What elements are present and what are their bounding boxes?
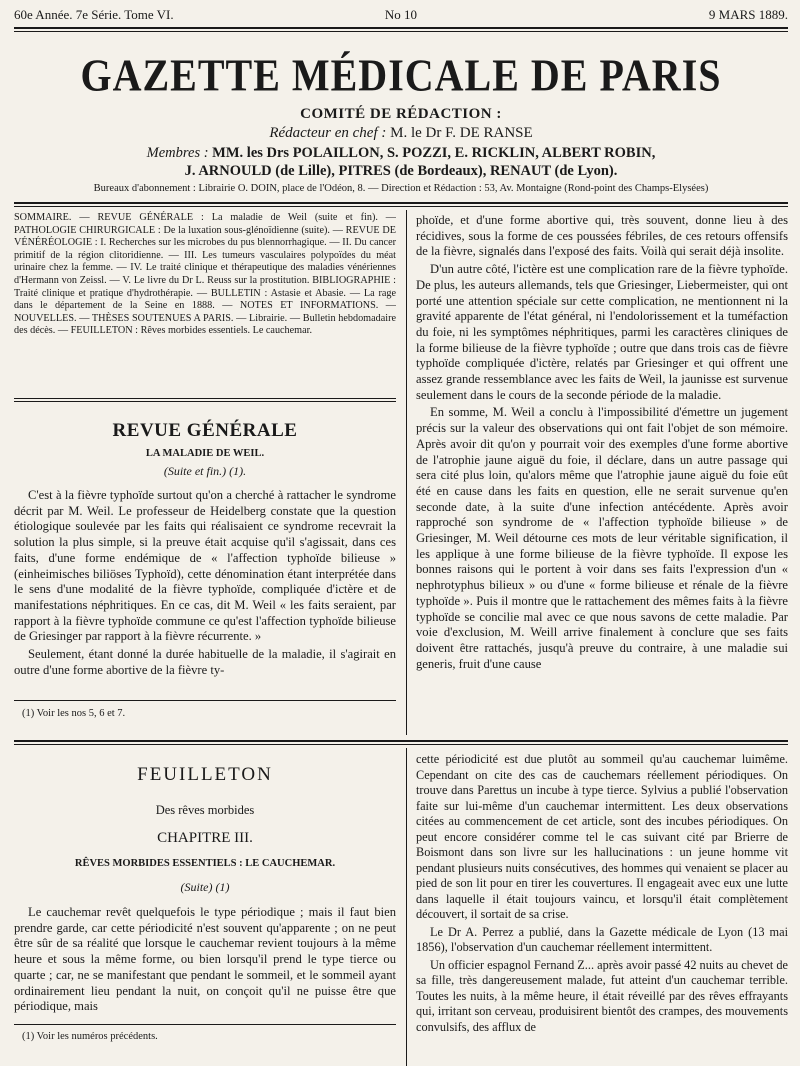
right-column-body <box>416 213 788 674</box>
editor-line <box>14 125 788 142</box>
right-paragraph: En somme, M. Weil a conclu à l'impossibilité d'émettre un jugement précis sur la valeur des observations qui ont fait l'objet de son mémoire. Après avoir dit qu'on y pourrait voir des exemples d'une forme abortive de l'atrophie jaune aiguë du foie, il déclare, dans un autre passage qui sera cité plus loin, qu'alors même que l'atrophie jaune aiguë du foie eût été en cause dans les faits en question, elle ne serait survenue qu'en seconde date, à la suite d'une infection antécédente. Après avoir rapproché son syndrome de « l'affection typhoïde bilieuse » de Griesinger, M. Weil détourne ces mots de leur véritable signification, il les applique à une forme bilieuse de la fièvre typhoïde. Il expose les bonnes raisons qui le portent à voir dans ses faits l'expression d'un « nephrotyphus bilieux » ou d'une « forme bilieuse et rénale de la fièvre typhoïde ». Puis il montre que le rattachement des mêmes faits à la fièvre typhoïde se concilie mal avec ce que nous savons de cette maladie. Par voie d'exclusion, M. Weill arrive finalement à conclure que ses faits doivent être rattachés, jusqu'à preuve du contraire, à une maladie sui generis, fruit d'une cause <box>416 405 788 671</box>
revue-footnote-rule <box>14 700 396 701</box>
masthead-title: GAZETTE MÉDICALE DE PARIS <box>80 49 722 101</box>
feuilleton-right-paragraph: Le Dr A. Perrez a publié, dans la Gazette médicale de Lyon (13 mai 1856), l'observation d'un cauchemar réellement intermittent. <box>416 924 788 954</box>
revue-paragraph: Seulement, étant donné la durée habituelle de la maladie, il s'agirait en outre d'une forme abortive de la fièvre ty- <box>14 647 396 677</box>
revue-body <box>14 488 396 680</box>
feuilleton-footnote-rule <box>14 1024 396 1025</box>
issue-date: 9 MARS 1889. <box>708 7 788 22</box>
masthead-bottom-rule-thin <box>14 206 788 207</box>
sommaire-rule-2 <box>14 401 396 402</box>
feuilleton-chapter: CHAPITRE III. <box>157 830 253 846</box>
issue-number: No 10 <box>384 7 418 22</box>
sommaire: SOMMAIRE. — REVUE GÉNÉRALE : La maladie de Weil (suite et fin). — PATHOLOGIE CHIRURGICALE : De la luxation sous-glénoïdienne (suite). — REVUE DE VÉNÉRÉOLOGIE : I. Recherches sur les microbes du pus blennorrhagique. — II. Du cancer primitif de la région clitoridienne. — III. Les tumeurs vasculaires polypoïdes du méat urinaire chez la femme. — IV. Le traité clinique et thérapeutique des maladies vénériennes d'Hermann von Zeissl. — V. Le livre du Dr L. Reuss sur la prostitution. BIBLIOGRAPHIE : Traité clinique et pratique d'hydrothérapie. — BULLETIN : Astasie et Abasie. — La rage dans le département de la Seine en 1888. — NOTES ET INFORMATIONS. — NOUVELLES. — THÈSES SOUTENUES A PARIS. — Librairie. — Bulletin hebdomadaire des décès. — FEUILLETON : Rêves morbides essentiels. Le cauchemar. <box>14 212 396 337</box>
feuilleton-rule <box>14 740 788 742</box>
masthead-bottom-rule <box>14 202 788 204</box>
feuilleton-right-paragraph: Un officier espagnol Fernand Z... après avoir passé 42 nuits au chevet de sa fille, très dangereusement malade, fut atteint d'un cauchemar terrible. Toutes les nuits, à la même heure, il était réveillé par des rêves effrayants qui, irritant son cerveau, produisirent bientôt des crampes, des mouvements convulsifs, des afflux de <box>416 957 788 1034</box>
newspaper-page <box>14 0 788 1066</box>
members-label: Membres : <box>146 145 209 161</box>
feuilleton-rule-thin <box>14 744 788 745</box>
feuilleton-subtitle-2: RÊVES MORBIDES ESSENTIELS : LE CAUCHEMAR. <box>74 858 336 869</box>
header-rule <box>14 27 788 29</box>
feuilleton-suite: (Suite) (1) <box>180 880 230 894</box>
feuilleton-body <box>14 905 396 1017</box>
revue-paragraph: C'est à la fièvre typhoïde surtout qu'on a cherché à rattacher le syndrome décrit par M. Weil. Le professeur de Heidelberg constate que la question étiologique soulevée par les faits qui réalisaient ce syndrome recevrait la solution la plus simple, si la preuve était acquise qu'il s'agissait, dans ces faits, d'une forme endémique de « l'affection typhoïde bilieuse » (einheimisches biliöses Typhoïd), cette dénomination étant interprétée dans le sens d'une modalité de la fièvre typhoïde, compliquée d'ictère et de manifestations néphritiques. En ce cas, dit M. Weil « les faits seraient, par rapport à la fièvre typhoïde commune ce qu'est l'affection typhoïde bilieuse de Griesinger par rapport à la fièvre récurrente. » <box>14 488 396 644</box>
feuilleton-title: FEUILLETON <box>137 764 273 785</box>
feuilleton-right-body <box>416 752 788 1037</box>
issue-header <box>14 6 788 24</box>
revue-subtitle: LA MALADIE DE WEIL. <box>145 448 265 459</box>
column-separator-lower <box>406 748 407 1066</box>
feuilleton-paragraph: Le cauchemar revêt quelquefois le type périodique ; mais il faut bien prendre garde, car cette périodicité n'est souvent qu'apparente ; on ne peut être sûr de sa réalité que lorsque le cauchemar revient toujours à la même heure et sous la même forme, ou bien lorsqu'il prend le type tierce ou quarte ; car, ne se manifestant que pendant le sommeil, et le sommeil ayant ordinairement lieu pendant la nuit, on conçoit qu'il ne puisse être que périodique, mais <box>14 905 396 1014</box>
editor-label: Rédacteur en chef : <box>269 125 387 141</box>
members-line-2 <box>14 163 788 180</box>
feuilleton-right-paragraph: cette périodicité est due plutôt au sommeil qu'au cauchemar luimême. Cependant on cite des cas de cauchemars réellement périodiques. On trouve dans Parettus un incube à type tierce. Sylvius a publié l'observation faite sur lui-même d'un cauchemar intermittent. Les deux observations citées au commencement de cet article, sont des incubes périodiques. On peut encore considérer comme tel le cas suivant cité par Brierre de Boismont dans son livre sur les hallucinations : un jeune homme vit pendant plusieurs nuits consécutives, des hommes qui venaient se placer au pied de son lit pour en tirer les couvertures. Il engageait avec eux une lutte dans laquelle il était toujours vaincu, et lorsqu'il était complètement découvert, il sortait de sa crise. <box>416 752 788 921</box>
column-separator-upper <box>406 210 407 735</box>
right-paragraph: D'un autre côté, l'ictère est une complication rare de la fièvre typhoïde. De plus, les auteurs allemands, tels que Griesinger, Liebermeister, qui ont porté une attention spéciale sur cette complication, ne mentionnent ni la gravité apparente de l'état général, ni l'endolorissement et la tuméfaction du foie, ni les symptômes néphritiques, parmi les caractères cliniques de la forme bilieuse de la fièvre typhoïde ; outre que dans trois cas de fièvre typhoïde compliquée d'ictère, relatés par Griesinger et qui offrent une assez grande ressemblance avec les faits de Weil, la jaunisse est survenue seulement dans le cours de la seconde période de la maladie. <box>416 262 788 402</box>
committee-heading: COMITÉ DE RÉDACTION : <box>300 106 502 122</box>
revue-suite: (Suite et fin.) (1). <box>163 464 247 478</box>
members-names-2: J. ARNOULD (de Lille), PITRES (de Bordeaux), RENAUT (de Lyon). <box>184 163 618 179</box>
revue-generale-title: REVUE GÉNÉRALE <box>112 420 298 441</box>
members-line-1 <box>14 145 788 162</box>
feuilleton-footnote: (1) Voir les numéros précédents. <box>22 1031 158 1042</box>
right-paragraph: phoïde, et d'une forme abortive qui, très souvent, donne lieu à des récidives, sous la forme de ces poussées fébriles, de ces retours offensifs de la fièvre, signalés dans l'exposé des faits. Voilà qui serait déjà insolite. <box>416 213 788 259</box>
issue-volume: 60e Année. 7e Série. Tome VI. <box>14 7 174 22</box>
editor-name: M. le Dr F. DE RANSE <box>390 125 533 141</box>
feuilleton-subtitle: Des rêves morbides <box>155 803 255 817</box>
members-names-1: MM. les Drs POLAILLON, S. POZZI, E. RICKLIN, ALBERT ROBIN, <box>212 145 656 161</box>
sommaire-rule <box>14 398 396 399</box>
bureaux-line: Bureaux d'abonnement : Librairie O. DOIN, place de l'Odéon, 8. — Direction et Rédaction : 53, Av. Montaigne (Rond-point des Champs-Elysées) <box>93 183 709 194</box>
header-rule-thin <box>14 31 788 32</box>
revue-footnote: (1) Voir les nos 5, 6 et 7. <box>22 708 126 719</box>
